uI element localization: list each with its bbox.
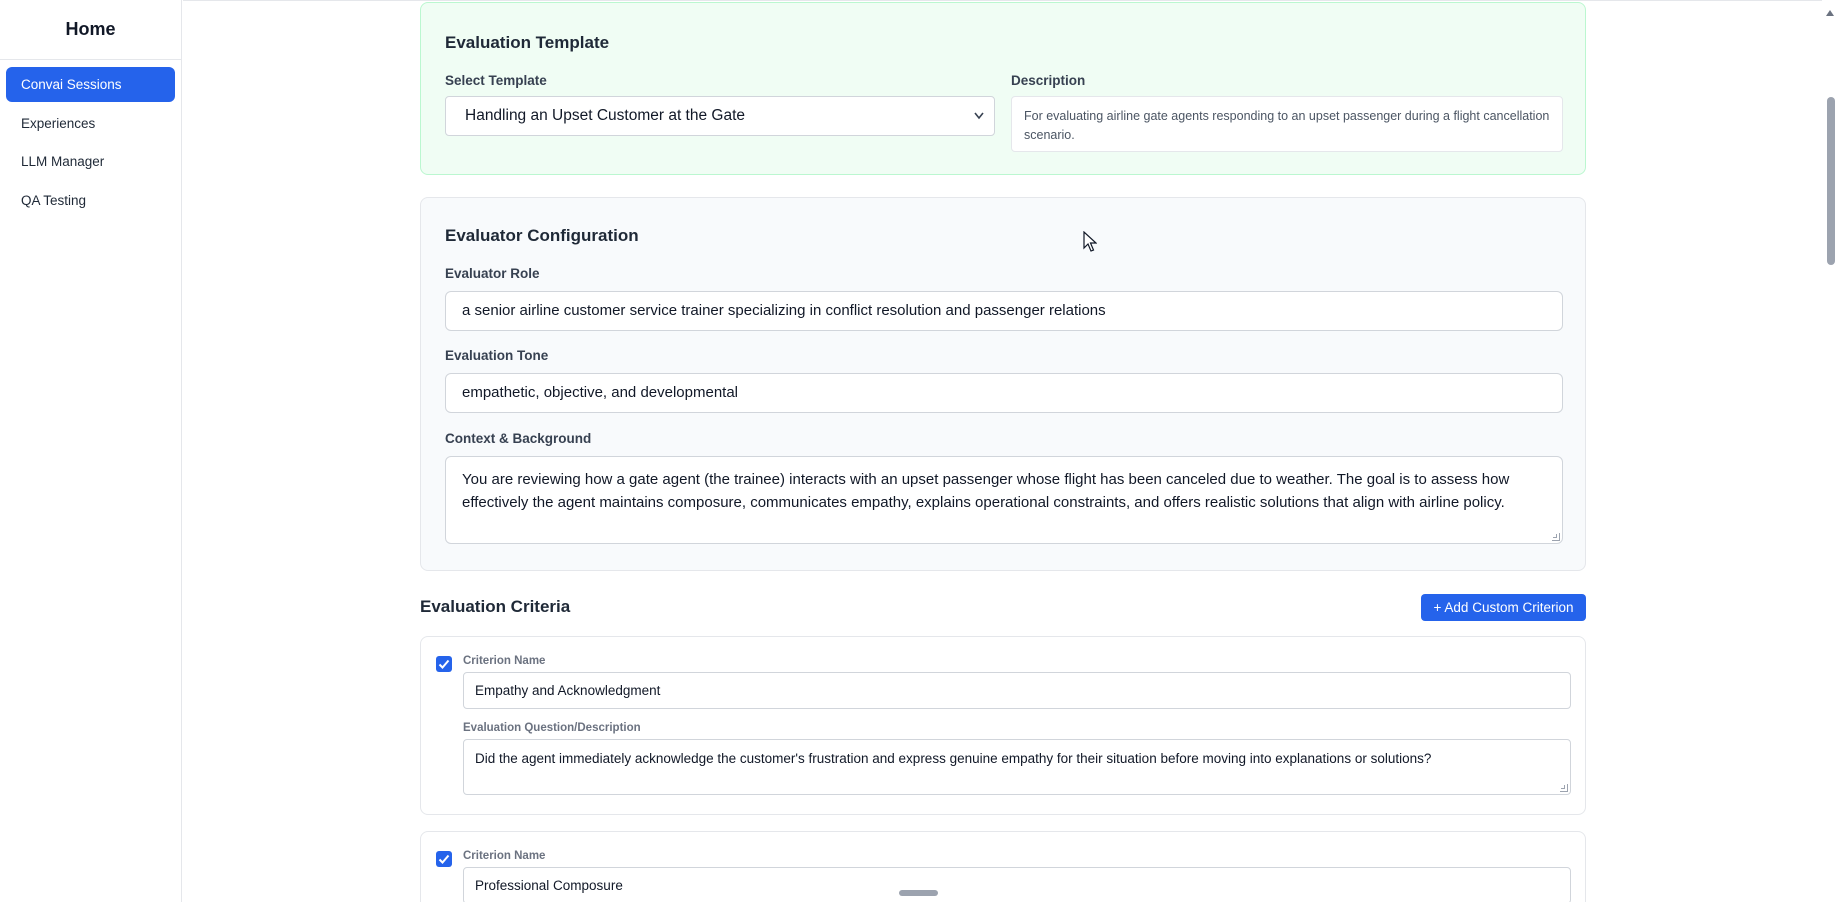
select-template-label: Select Template: [445, 73, 547, 88]
checkmark-icon: [436, 851, 452, 867]
evaluation-template-title: Evaluation Template: [445, 33, 610, 52]
criterion-name-input[interactable]: Empathy and Acknowledgment: [463, 672, 1571, 709]
sidebar-item-experiences[interactable]: Experiences: [21, 115, 96, 131]
sidebar-title[interactable]: Home: [0, 0, 181, 60]
criterion-name-label: Criterion Name: [463, 850, 546, 862]
sidebar-item-llm-manager[interactable]: LLM Manager: [21, 154, 105, 169]
criterion-question-label: Evaluation Question/Description: [463, 722, 641, 734]
context-background-label: Context & Background: [445, 431, 592, 446]
evaluation-tone-label: Evaluation Tone: [445, 348, 549, 363]
evaluator-configuration-card: [420, 197, 1586, 571]
add-custom-criterion-button[interactable]: + Add Custom Criterion: [1421, 594, 1586, 621]
criterion-question-textarea[interactable]: [463, 739, 1571, 795]
resize-handle-icon[interactable]: [1560, 784, 1568, 792]
criterion-card: [420, 636, 1586, 815]
template-description: For evaluating airline gate agents responding to an upset passenger during a flight cancellation scenario.: [1011, 96, 1563, 152]
criterion-card: [420, 831, 1586, 902]
template-select[interactable]: [445, 96, 995, 136]
criterion-checkbox[interactable]: [436, 656, 452, 672]
criterion-checkbox[interactable]: [436, 851, 452, 867]
criterion-name-input[interactable]: Professional Composure: [463, 867, 1571, 902]
sidebar: [0, 0, 182, 902]
sidebar-item-qa-testing[interactable]: QA Testing: [21, 192, 87, 208]
evaluator-configuration-title: Evaluator Configuration: [445, 226, 639, 245]
evaluator-role-label: Evaluator Role: [445, 266, 540, 281]
sidebar-item-convai-sessions[interactable]: Convai Sessions: [6, 67, 175, 102]
evaluation-tone-input[interactable]: empathetic, objective, and developmental: [445, 373, 1563, 413]
scroll-up-arrow-icon[interactable]: [1826, 10, 1834, 16]
resize-handle-icon[interactable]: [1552, 533, 1560, 541]
evaluation-criteria-title: Evaluation Criteria: [420, 597, 571, 616]
template-select-value: Handling an Upset Customer at the Gate: [465, 107, 746, 124]
evaluation-template-card: [420, 2, 1586, 175]
context-background-text: You are reviewing how a gate agent (the trainee) interacts with an upset passenger whose flight has been canceled due to weather. The goal is to assess how effectively the agent maintains composure, communicates empathy, explains operational constraints, and offers realistic solutions that align with airline policy.: [462, 471, 1510, 511]
horizontal-scroll-handle[interactable]: [899, 890, 938, 896]
description-label: Description: [1011, 73, 1086, 88]
context-background-textarea[interactable]: [445, 456, 1563, 544]
evaluator-role-input[interactable]: a senior airline customer service trainer specializing in conflict resolution and passenger relations: [445, 291, 1563, 331]
sidebar-nav: [0, 60, 181, 228]
checkmark-icon: [436, 656, 452, 672]
chevron-down-icon: [974, 97, 984, 150]
criterion-question-text: Did the agent immediately acknowledge the customer's frustration and express genuine empathy for their situation before moving into explanations or solutions?: [475, 751, 1432, 766]
main-content: [183, 0, 1617, 902]
criterion-name-label: Criterion Name: [463, 655, 546, 667]
mouse-cursor-icon: [1083, 231, 1097, 258]
scrollbar-thumb[interactable]: [1827, 97, 1835, 265]
